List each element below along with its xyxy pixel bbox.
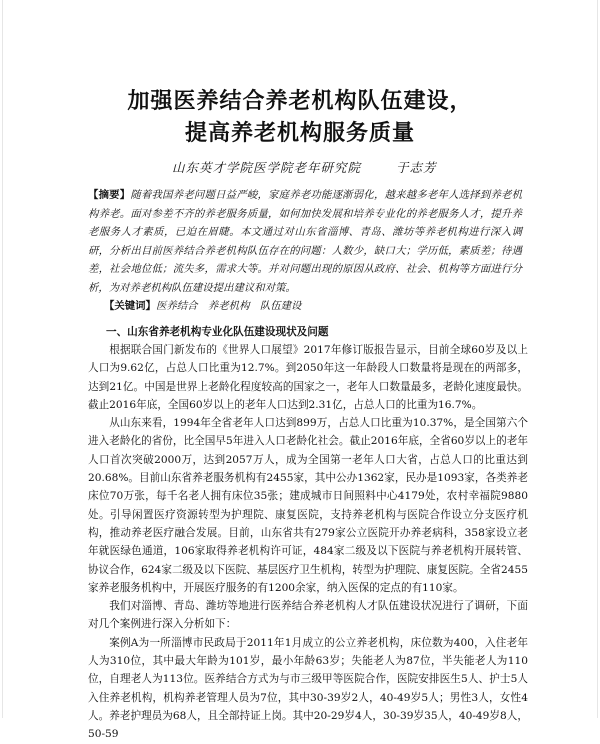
paragraph: 案例A为一所淄博市民政局于2011年1月成立的公立养老机构，床位数为400，入住老年人为310位，其中最大年龄为101岁，最小年龄63岁；失能老人为87位，半失能老人为110位，自理老人为113位。医养结合方式为与市三级甲等医院合作，医院安排医生5人、护士5人入住养老机构，机构养老管理人员为7位，其中30-39岁2人，40-49岁5人；男性3人，女性4人。养老护理员为68人，且全部持证上岗。其中20-29岁4人，30-39岁35人，40-49岁8人，50-59 — [88, 636, 528, 741]
keywords-text: 医养结合 养老机构 队伍建设 — [155, 300, 302, 312]
section-heading: 一、山东省养老机构专业化队伍建设现状及问题 — [106, 326, 329, 338]
byline — [172, 158, 437, 176]
abstract — [88, 186, 522, 298]
body-text — [88, 341, 528, 744]
paper-title-line2: 提高养老机构服务质量 — [184, 120, 415, 146]
abstract-text: 随着我国养老问题日益严峻，家庭养老功能逐渐弱化，越来越多老年人选择到养老机构养老。面对参差不齐的养老服务质量，如何加快发展和培养专业化的养老服务人才，提升养老服务人才素质，已迫在眉睫。本文通过对山东省淄博、青岛、潍坊等养老机构进行深入调研，分析出目前医养结合养老机构队伍存在的问题：人数少，缺口大；学历低，素质差；待遇差，社会地位低；流失多，需求大等。并对问题出现的原因从政府、社会、机构等方面进行分析，为对养老机构队伍建设提出建议和对策。 — [88, 189, 523, 294]
author-affiliation: 山东英才学院医学院老年研究院 — [172, 160, 362, 175]
paper-title-line1: 加强医养结合养老机构队伍建设， — [127, 88, 473, 114]
abstract-label: 【摘要】 — [88, 189, 131, 201]
keywords — [104, 297, 301, 312]
paragraph: 根据联合国门新发布的《世界人口展望》2017年修订版报告显示，目前全球60岁及以上人口为9.62亿，占总人口比重为12.7%。到2050年这一年龄段人口数量将是现在的两部多，达到21亿。中国是世界上老龄化程度较高的国家之一，老年人口数量最多，老龄化速度最快。截止2016年底，全国60岁以上的老年人口达到2.31亿，占总人口的比重为16.7%。 — [88, 344, 528, 411]
keywords-label: 【关键词】 — [104, 300, 156, 312]
paragraph: 我们对淄博、青岛、潍坊等地进行医养结合养老机构人才队伍建设状况进行了调研，下面对几个案例进行深入分析如下： — [88, 600, 528, 631]
author-name: 于志芳 — [396, 160, 437, 175]
paragraph: 从山东来看，1994年全省老年人口达到899万，占总人口比重为10.37%，是全国第六个进入老龄化的省份，比全国早5年进入人口老龄化社会。截止2016年底，全省60岁以上的老年人口首次突破2000万，达到2057万人，成为全国第一老年人口大省，占总人口的比重达到20.68%。目前山东省养老服务机构有2455家，其中公办1362家，民办是1093家，各类养老床位70万张，每千名老人拥有床位35张；建成城市日间照料中心4179处，农村幸福院9880处。引导闲置医疗资源转型为护理院、康复医院，支持养老机构与医院合作设立分支医疗机构，推动养老医疗融合发展。目前，山东省共有279家公立医院开办养老病科，358家设立老年就医绿色通道，106家取得养老机构许可证，484家二级及以下医院与养老机构开展转管、协议合作，624家二级及以下医院、基层医疗卫生机构，转型为护理院、康复医院。全省2455家养老服务机构中，开展医疗服务的有1200余家，纳入医保的定点的有110家。 — [88, 417, 528, 594]
